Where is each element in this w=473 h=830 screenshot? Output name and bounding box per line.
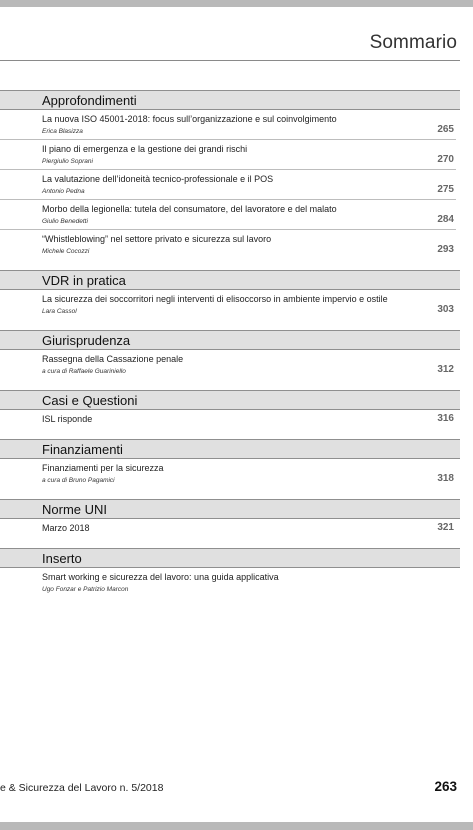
entry-title: Morbo della legionella: tutela del consumatore, del lavoratore e del malato xyxy=(42,204,337,214)
bottom-band xyxy=(0,822,473,830)
section-heading: Finanziamenti xyxy=(0,439,460,459)
section-gap xyxy=(0,537,460,548)
entry-page-number: 265 xyxy=(437,124,454,135)
toc-entry[interactable] xyxy=(0,459,456,488)
section-heading: Norme UNI xyxy=(0,499,460,519)
entry-title: La nuova ISO 45001-2018: focus sull’organizzazione e sul coinvolgimento xyxy=(42,114,337,124)
top-band xyxy=(0,0,473,7)
section-heading: Casi e Questioni xyxy=(0,390,460,410)
toc-entry[interactable] xyxy=(0,410,456,428)
entry-title: “Whistleblowing” nel settore privato e sicurezza sul lavoro xyxy=(42,234,272,244)
toc-entry[interactable] xyxy=(0,170,456,200)
footer-publication: e & Sicurezza del Lavoro n. 5/2018 xyxy=(0,782,164,794)
entry-title: Il piano di emergenza e la gestione dei grandi rischi xyxy=(42,144,248,154)
section-gap xyxy=(0,319,460,330)
entry-title: ISL risponde xyxy=(42,414,93,424)
entry-page-number: 321 xyxy=(437,522,454,533)
page-title: Sommario xyxy=(369,32,457,53)
section-gap xyxy=(0,428,460,439)
entry-author: Ugo Fonzar e Patrizio Marcon xyxy=(42,586,129,593)
entry-page-number: 303 xyxy=(437,304,454,315)
section-heading: Inserto xyxy=(0,548,460,568)
entry-page-number: 275 xyxy=(437,184,454,195)
entry-author: Lara Cassol xyxy=(42,308,77,315)
entry-author: Michele Cocozzi xyxy=(42,248,90,255)
entry-title: La sicurezza dei soccorritori negli interventi di elisoccorso in ambiente impervio e ostile xyxy=(42,294,388,304)
toc-entry[interactable] xyxy=(0,230,456,259)
entry-page-number: 270 xyxy=(437,154,454,165)
entry-title: La valutazione dell’idoneità tecnico-professionale e il POS xyxy=(42,174,274,184)
entry-title: Finanziamenti per la sicurezza xyxy=(42,463,164,473)
entry-author: Antonio Pedna xyxy=(42,188,85,195)
entry-page-number: 284 xyxy=(437,214,454,225)
entry-author: Erica Blasizza xyxy=(42,128,83,135)
toc-entry[interactable] xyxy=(0,568,456,597)
entry-title: Rassegna della Cassazione penale xyxy=(42,354,184,364)
entry-author: Giulio Benedetti xyxy=(42,218,88,225)
toc-entry[interactable] xyxy=(0,290,456,319)
section-gap xyxy=(0,379,460,390)
toc-entry[interactable] xyxy=(0,140,456,170)
section-heading: Approfondimenti xyxy=(0,90,460,110)
toc-entry[interactable] xyxy=(0,200,456,230)
section-heading: Giurisprudenza xyxy=(0,330,460,350)
entry-title: Smart working e sicurezza del lavoro: una guida applicativa xyxy=(42,572,279,582)
section-heading: VDR in pratica xyxy=(0,270,460,290)
entry-author: a cura di Bruno Pagamici xyxy=(42,477,115,484)
entry-page-number: 316 xyxy=(437,413,454,424)
section-gap xyxy=(0,488,460,499)
entry-author: Piergiulio Soprani xyxy=(42,158,93,165)
section-gap xyxy=(0,259,460,270)
footer-page-number: 263 xyxy=(434,779,457,794)
header-rule xyxy=(0,60,460,61)
entry-title: Marzo 2018 xyxy=(42,523,90,533)
entry-page-number: 312 xyxy=(437,364,454,375)
toc-entry[interactable] xyxy=(0,519,456,537)
toc-entry[interactable] xyxy=(0,350,456,379)
entry-page-number: 318 xyxy=(437,473,454,484)
toc-entry[interactable] xyxy=(0,110,456,140)
table-of-contents xyxy=(0,90,460,597)
entry-page-number: 293 xyxy=(437,244,454,255)
entry-author: a cura di Raffaele Guariniello xyxy=(42,368,126,375)
